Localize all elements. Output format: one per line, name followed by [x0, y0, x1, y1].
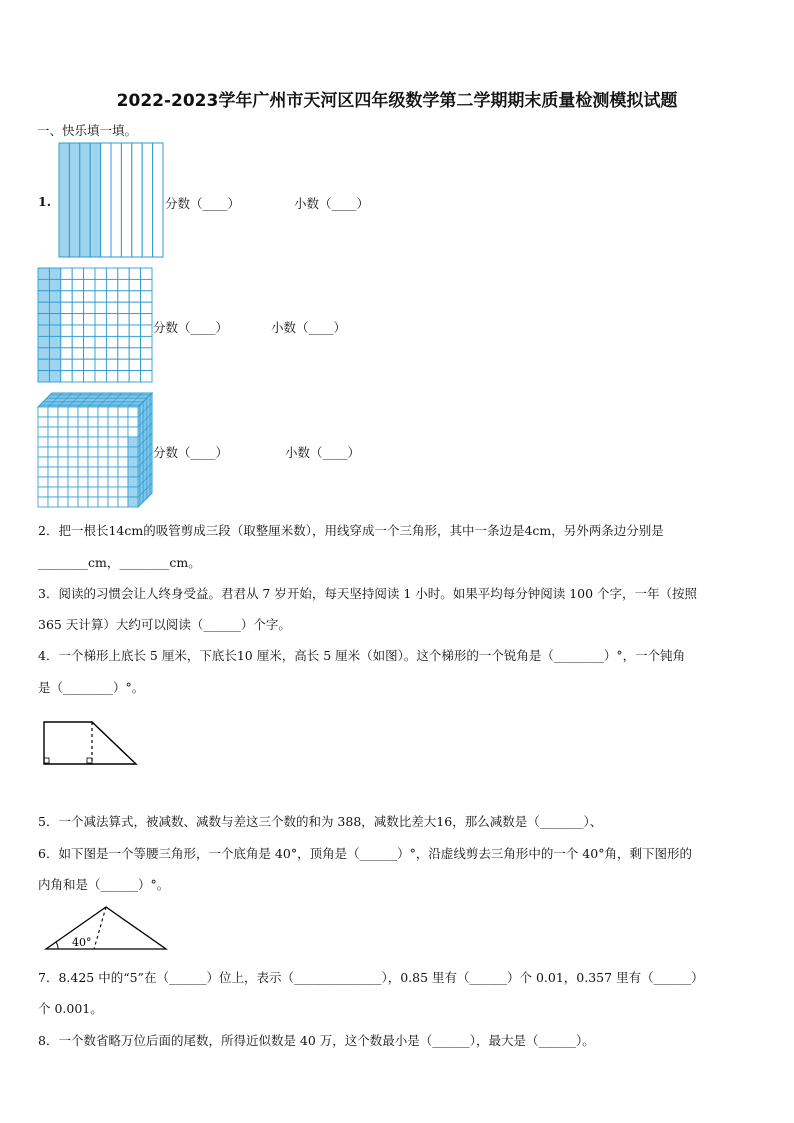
shaded-grid-cell [38, 268, 49, 279]
cube-front-cell [78, 417, 88, 427]
cube-front-cell [108, 427, 118, 437]
shaded-grid-cell [38, 279, 49, 290]
q1-fig3-decimal-blank: 小数（____） [285, 445, 361, 460]
grid-cell [95, 336, 106, 347]
grid-cell [61, 279, 72, 290]
cube-front-cell [38, 487, 48, 497]
cube-front-cell [58, 497, 68, 507]
cube-front-cell [58, 427, 68, 437]
q1-fig1-fraction-blank: 分数（____） [165, 196, 241, 211]
grid-cell [118, 291, 129, 302]
grid-cell [129, 314, 140, 325]
grid-cell [84, 371, 95, 382]
grid-cell [84, 336, 95, 347]
cube-front-cell [118, 497, 128, 507]
question-5-line-1: 5．一个减法算式，被减数、减数与差这三个数的和为 388，减数比差大16，那么减数是（_______）、 [38, 814, 603, 829]
cube-front-cell [108, 477, 118, 487]
grid-cell [118, 314, 129, 325]
grid-cell [61, 302, 72, 313]
angle-label: 40° [72, 936, 92, 949]
cube-front-cell [68, 417, 78, 427]
grid-cell [106, 325, 117, 336]
cube-front-cell [98, 437, 108, 447]
grid-cell [141, 348, 152, 359]
grid-cell [141, 325, 152, 336]
cube-front-cell [38, 447, 48, 457]
cube-front-cell [58, 457, 68, 467]
cube-front-cell [78, 487, 88, 497]
shaded-grid-cell [38, 348, 49, 359]
grid-cell [118, 359, 129, 370]
cube-front-cell [108, 497, 118, 507]
grid-cell [72, 291, 83, 302]
grid-cell [84, 359, 95, 370]
shaded-grid-cell [49, 268, 60, 279]
cube-front-cell [98, 427, 108, 437]
cube-front-cell [88, 427, 98, 437]
cube-front-cell [38, 497, 48, 507]
cube-front-cell [68, 467, 78, 477]
cube-front-cell [68, 437, 78, 447]
grid-cell [141, 268, 152, 279]
cube-front-cell [78, 457, 88, 467]
grid-cell [129, 291, 140, 302]
cube-front-cell [48, 487, 58, 497]
grid-cell [129, 279, 140, 290]
cube-shaded-cell [128, 497, 138, 507]
cube-front-cell [58, 447, 68, 457]
grid-cell [84, 279, 95, 290]
cube-front-cell [48, 437, 58, 447]
grid-cell [61, 371, 72, 382]
cube-front-cell [118, 487, 128, 497]
cube-front-cell [128, 417, 138, 427]
cube-front-cell [98, 457, 108, 467]
shaded-grid-cell [38, 325, 49, 336]
cube-front-cell [78, 427, 88, 437]
cube-front-cell [78, 477, 88, 487]
grid-cell [106, 291, 117, 302]
cube-front-cell [38, 467, 48, 477]
empty-strip [121, 143, 131, 257]
cube-front-cell [38, 417, 48, 427]
grid-cell [61, 336, 72, 347]
cube-front-cell [68, 487, 78, 497]
cube-front-cell [128, 427, 138, 437]
cube-front-cell [78, 437, 88, 447]
cube-front-cell [68, 447, 78, 457]
cube-front-cell [48, 447, 58, 457]
grid-cell [95, 348, 106, 359]
shaded-grid-cell [49, 348, 60, 359]
grid-cell [72, 336, 83, 347]
cube-front-cell [98, 417, 108, 427]
cube-front-cell [88, 477, 98, 487]
grid-cell [129, 268, 140, 279]
grid-cell [72, 279, 83, 290]
cube-shaded-cell [128, 437, 138, 447]
grid-cell [106, 314, 117, 325]
isosceles-triangle-figure [44, 905, 168, 951]
cube-front-cell [98, 487, 108, 497]
grid-cell [84, 302, 95, 313]
grid-cell [72, 371, 83, 382]
shaded-grid-cell [38, 314, 49, 325]
grid-cell [95, 279, 106, 290]
grid-cell [129, 348, 140, 359]
grid-cell [84, 325, 95, 336]
cube-front-cell [58, 417, 68, 427]
cube-front-cell [48, 417, 58, 427]
cube-front-cell [108, 447, 118, 457]
fraction-strips-figure [59, 143, 163, 257]
empty-strip [153, 143, 163, 257]
grid-cell [141, 314, 152, 325]
grid-cell [106, 348, 117, 359]
grid-cell [106, 359, 117, 370]
question-6-line-2: 内角和是（______）°。 [38, 877, 170, 892]
grid-cell [72, 268, 83, 279]
cube-front-cell [98, 497, 108, 507]
question-7-line-1: 7．8.425 中的“5”在（______）位上，表示（______________），0.85 里有（______）个 0.01，0.357 里有（______） [38, 970, 704, 985]
grid-cell [95, 268, 106, 279]
grid-cell [141, 279, 152, 290]
cube-front-cell [118, 437, 128, 447]
grid-cell [84, 348, 95, 359]
shaded-grid-cell [49, 279, 60, 290]
question-2-line-2: ________cm，________cm。 [38, 555, 201, 570]
grid-cell [106, 279, 117, 290]
question-2-line-1: 2．把一根长14cm的吸管剪成三段（取整厘米数），用线穿成一个三角形，其中一条边是4cm，另外两条边分别是 [38, 523, 664, 538]
cube-shaded-cell [128, 487, 138, 497]
shaded-grid-cell [38, 359, 49, 370]
grid-cell [106, 336, 117, 347]
trapezoid-figure [40, 720, 140, 768]
empty-strip [132, 143, 142, 257]
cube-front-cell [118, 407, 128, 417]
cube-front-cell [38, 477, 48, 487]
question-8-line-1: 8．一个数省略万位后面的尾数，所得近似数是 40 万，这个数最小是（______），最大是（______）。 [38, 1033, 595, 1048]
grid-cell [61, 314, 72, 325]
shaded-strip [59, 143, 69, 257]
shaded-grid-cell [49, 336, 60, 347]
grid-cell [106, 268, 117, 279]
grid-cell [95, 325, 106, 336]
cube-front-cell [108, 467, 118, 477]
grid-cell [95, 291, 106, 302]
cube-front-cell [118, 477, 128, 487]
grid-cell [129, 336, 140, 347]
cube-front-cell [58, 487, 68, 497]
grid-cell [61, 268, 72, 279]
section-heading: 一、快乐填一填。 [37, 123, 138, 138]
cube-front-cell [88, 437, 98, 447]
grid-cell [72, 348, 83, 359]
cube-front-cell [118, 457, 128, 467]
grid-cell [95, 371, 106, 382]
cube-shaded-cell [128, 457, 138, 467]
grid-cell [118, 336, 129, 347]
shaded-strip [69, 143, 79, 257]
shaded-grid-cell [49, 302, 60, 313]
grid-cell [129, 371, 140, 382]
cube-front-cell [108, 457, 118, 467]
cube-front-cell [108, 417, 118, 427]
cube-front-cell [88, 497, 98, 507]
cube-front-cell [38, 437, 48, 447]
cube-front-cell [48, 407, 58, 417]
grid-cell [141, 336, 152, 347]
q1-fig2-fraction-blank: 分数（____） [153, 320, 229, 335]
cube-front-cell [98, 407, 108, 417]
cube-front-cell [108, 487, 118, 497]
cube-front-cell [68, 457, 78, 467]
grid-cell [61, 348, 72, 359]
grid-cell [84, 314, 95, 325]
cube-front-cell [108, 437, 118, 447]
cube-shaded-cell [128, 467, 138, 477]
grid-cell [141, 359, 152, 370]
grid-cell [129, 325, 140, 336]
question-3-line-1: 3．阅读的习惯会让人终身受益。君君从 7 岁开始，每天坚持阅读 1 小时。如果平均每分钟阅读 100 个字，一年（按照 [38, 586, 698, 601]
grid-cell [61, 359, 72, 370]
cube-front-cell [118, 447, 128, 457]
cube-front-cell [68, 497, 78, 507]
shaded-grid-cell [49, 291, 60, 302]
cube-front-cell [88, 467, 98, 477]
q1-fig3-fraction-blank: 分数（____） [153, 445, 229, 460]
question-4-line-1: 4．一个梯形上底长 5 厘米，下底长10 厘米，高长 5 厘米（如图）。这个梯形的一个锐角是（________）°，一个钝角 [38, 648, 686, 663]
cube-front-cell [68, 477, 78, 487]
grid-cell [84, 291, 95, 302]
grid-cell [72, 359, 83, 370]
shaded-grid-cell [49, 371, 60, 382]
grid-cell [118, 279, 129, 290]
thousand-cube-figure [38, 393, 152, 507]
grid-cell [72, 314, 83, 325]
grid-cell [61, 291, 72, 302]
cube-shaded-cell [128, 477, 138, 487]
grid-cell [118, 371, 129, 382]
grid-cell [84, 268, 95, 279]
grid-cell [141, 371, 152, 382]
question-4-line-2: 是（________）°。 [38, 680, 145, 695]
empty-strip [142, 143, 152, 257]
question-3-line-2: 365 天计算）大约可以阅读（______）个字。 [38, 617, 291, 632]
shaded-strip [90, 143, 100, 257]
empty-strip [101, 143, 111, 257]
cube-shaded-cell [128, 447, 138, 457]
grid-cell [95, 302, 106, 313]
shaded-grid-cell [49, 359, 60, 370]
grid-cell [129, 302, 140, 313]
cube-front-cell [58, 407, 68, 417]
shaded-grid-cell [38, 336, 49, 347]
empty-strip [111, 143, 121, 257]
page-title: 2022-2023学年广州市天河区四年级数学第二学期期末质量检测模拟试题 [116, 91, 678, 111]
cube-front-cell [58, 467, 68, 477]
cube-front-cell [88, 457, 98, 467]
cube-front-cell [108, 407, 118, 417]
cube-front-cell [38, 457, 48, 467]
shaded-grid-cell [49, 325, 60, 336]
grid-cell [129, 359, 140, 370]
grid-cell [72, 325, 83, 336]
cube-front-cell [38, 427, 48, 437]
cube-front-cell [98, 477, 108, 487]
cube-front-cell [88, 487, 98, 497]
question-7-line-2: 个 0.001。 [38, 1001, 103, 1016]
grid-cell [95, 314, 106, 325]
cube-front-cell [118, 417, 128, 427]
cube-front-cell [88, 407, 98, 417]
shaded-grid-cell [38, 371, 49, 382]
cube-front-cell [48, 497, 58, 507]
cube-front-cell [48, 477, 58, 487]
grid-cell [118, 302, 129, 313]
hundred-grid-figure [38, 268, 152, 382]
q1-fig1-decimal-blank: 小数（____） [294, 196, 370, 211]
question-6-line-1: 6．如下图是一个等腰三角形，一个底角是 40°，顶角是（______）°，沿虚线剪去三角形中的一个 40°角，剩下图形的 [38, 846, 692, 861]
shaded-strip [80, 143, 90, 257]
cube-front-cell [78, 447, 88, 457]
cube-front-cell [58, 437, 68, 447]
grid-cell [106, 302, 117, 313]
cube-front-cell [48, 457, 58, 467]
cube-front-cell [68, 427, 78, 437]
cube-front-cell [48, 427, 58, 437]
cube-front-cell [88, 417, 98, 427]
cube-front-cell [98, 447, 108, 457]
cube-front-cell [48, 467, 58, 477]
grid-cell [72, 302, 83, 313]
grid-cell [118, 268, 129, 279]
q1-fig2-decimal-blank: 小数（____） [271, 320, 347, 335]
cube-front-cell [128, 407, 138, 417]
cube-front-cell [38, 407, 48, 417]
cube-front-cell [68, 407, 78, 417]
cube-front-cell [78, 467, 88, 477]
grid-cell [106, 371, 117, 382]
shaded-grid-cell [49, 314, 60, 325]
grid-cell [141, 302, 152, 313]
cube-front-cell [88, 447, 98, 457]
shaded-grid-cell [38, 302, 49, 313]
question-1-number: 1. [38, 194, 52, 209]
cube-front-cell [78, 497, 88, 507]
cube-front-cell [118, 467, 128, 477]
cube-front-cell [58, 477, 68, 487]
grid-cell [141, 291, 152, 302]
grid-cell [118, 348, 129, 359]
cube-front-cell [118, 427, 128, 437]
shaded-grid-cell [38, 291, 49, 302]
grid-cell [95, 359, 106, 370]
grid-cell [61, 325, 72, 336]
cube-front-cell [98, 467, 108, 477]
cube-front-cell [78, 407, 88, 417]
grid-cell [118, 325, 129, 336]
